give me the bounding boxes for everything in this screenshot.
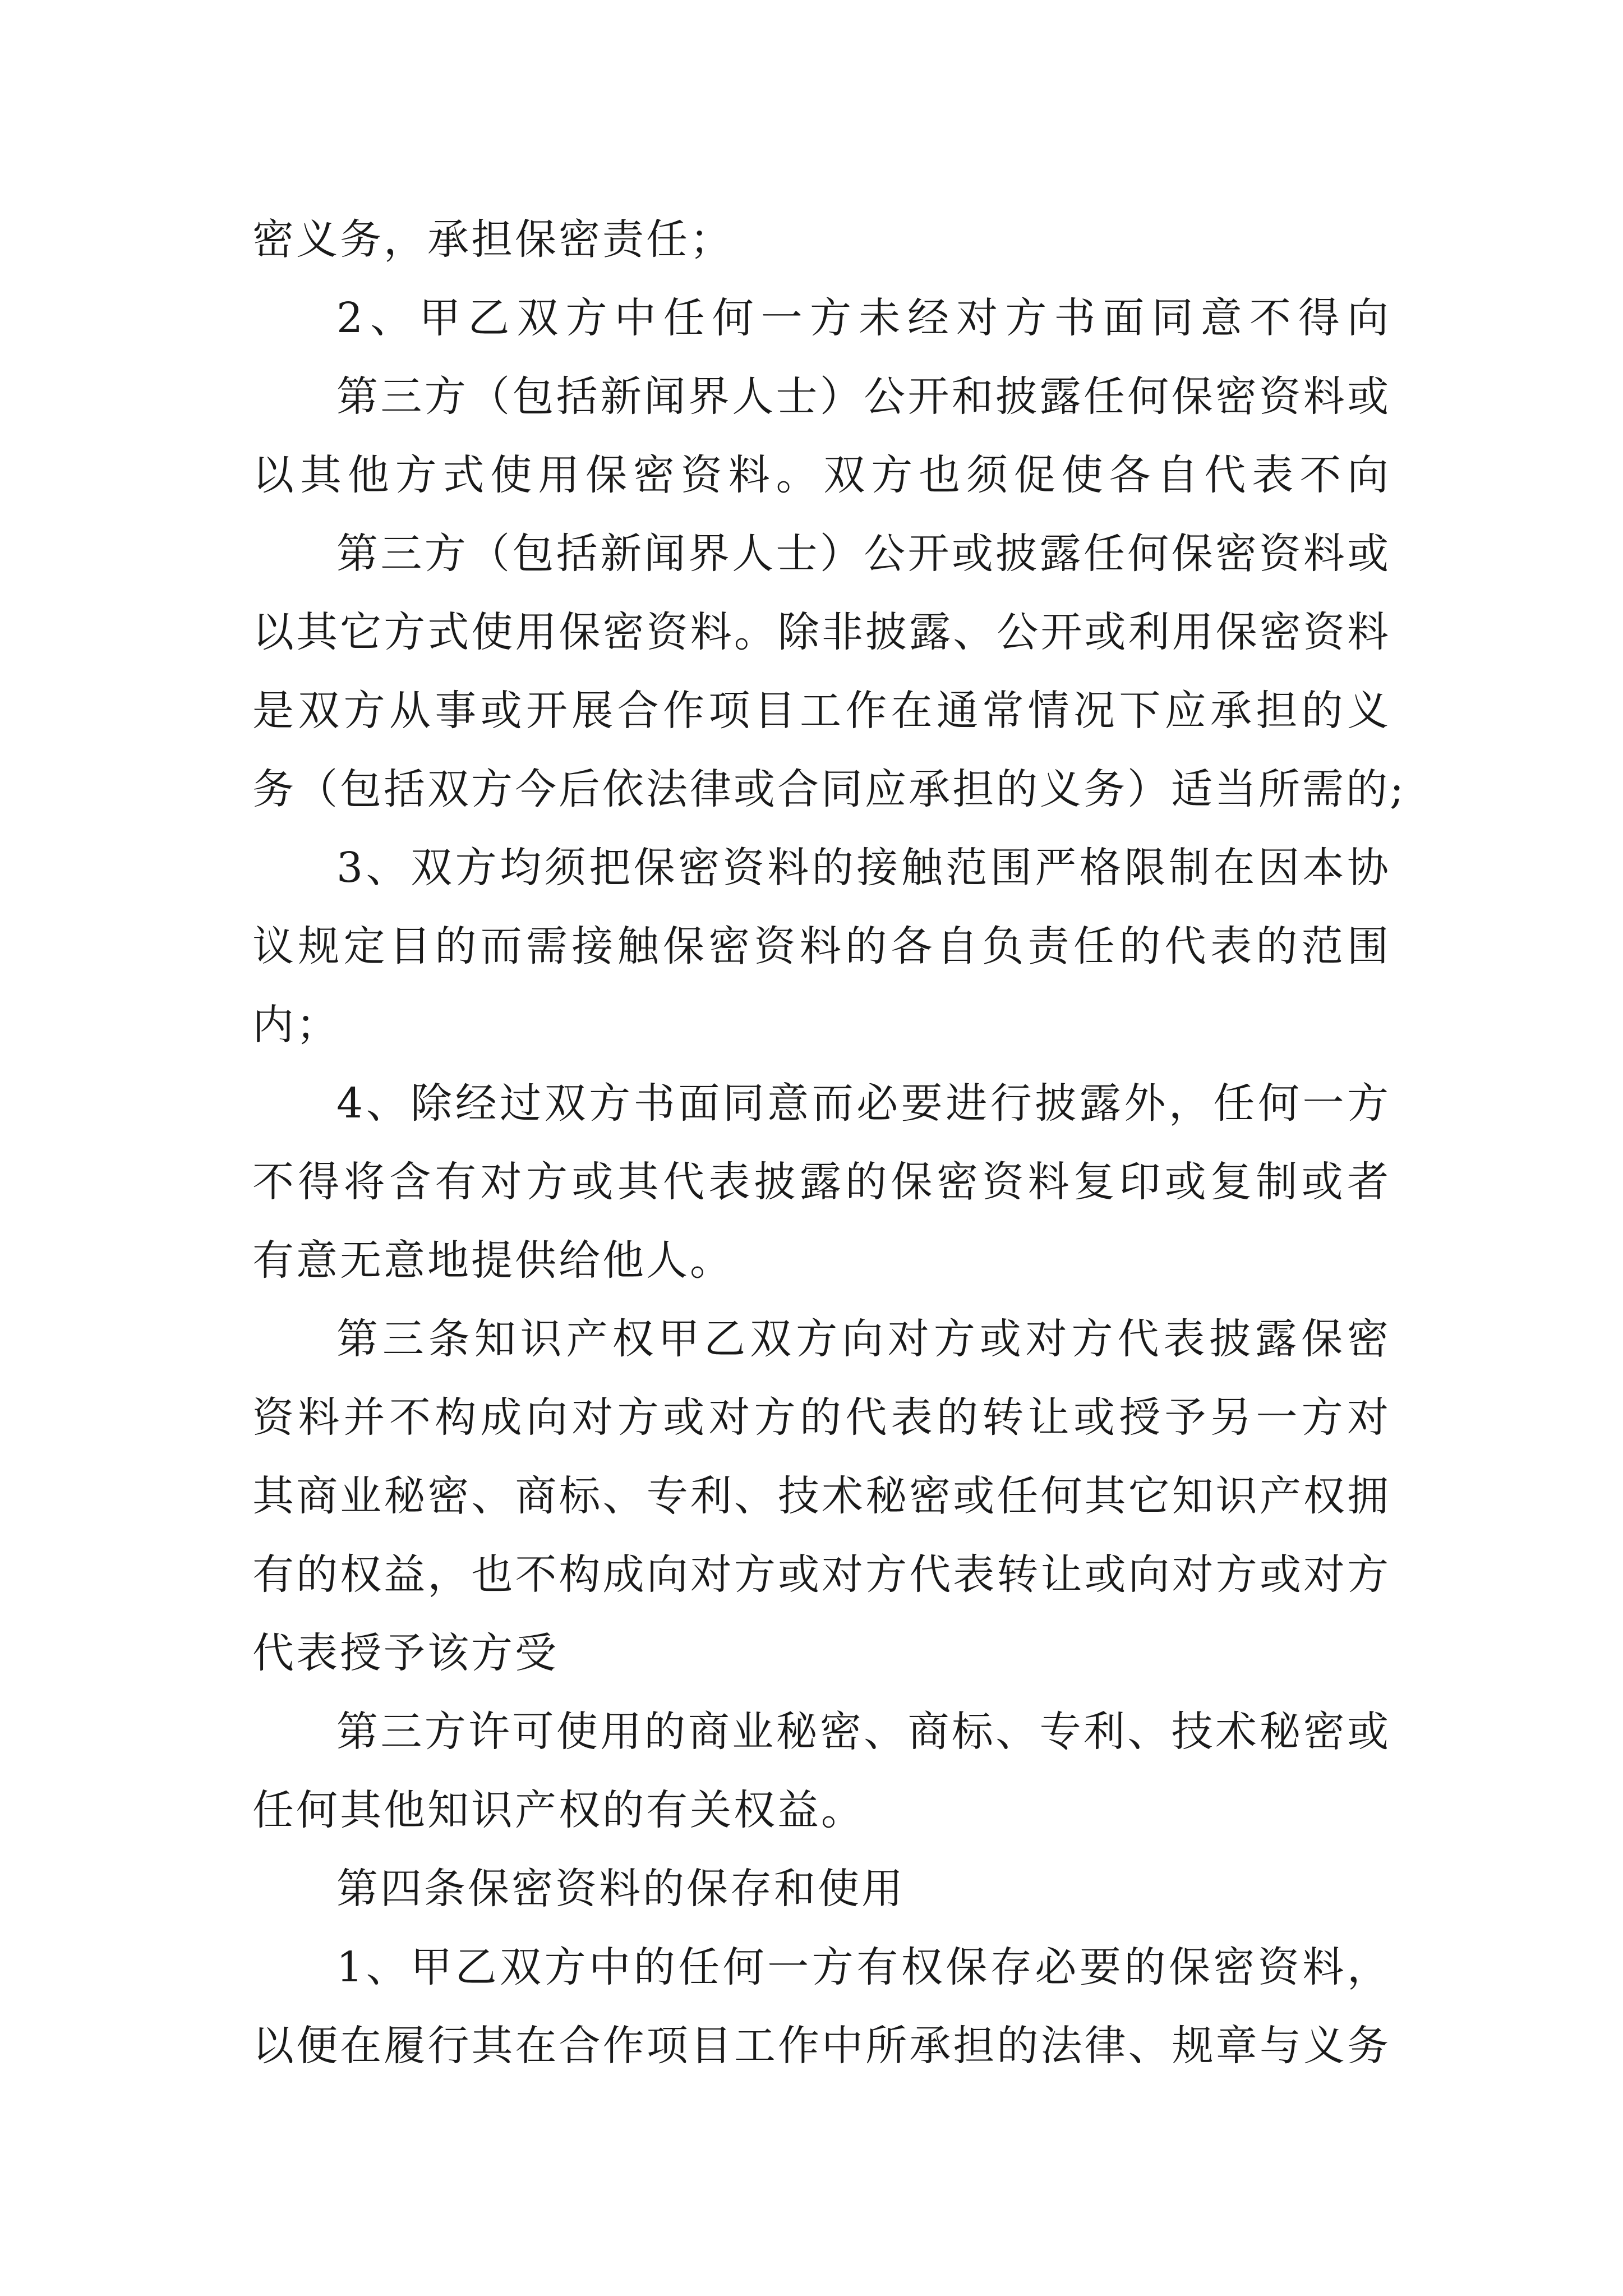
- text-line: 议规定目的而需接触保密资料的各自负责任的代表的范围: [252, 922, 1391, 970]
- text-line: 其商业秘密、商标、专利、技术秘密或任何其它知识产权拥: [252, 1472, 1391, 1520]
- text-line: 资料并不构成向对方或对方的代表的转让或授予另一方对: [252, 1393, 1391, 1442]
- section-heading: 第四条保密资料的保存和使用: [336, 1865, 905, 1913]
- text-line: 2、甲乙双方中任何一方未经对方书面同意不得向: [336, 294, 1391, 342]
- text-line: 有的权益，也不构成向对方或对方代表转让或向对方或对方: [252, 1550, 1391, 1599]
- text-line: 务（包括双方今后依法律或合同应承担的义务）适当所需的;: [252, 765, 1406, 813]
- text-line: 不得将含有对方或其代表披露的保密资料复印或复制或者: [252, 1158, 1391, 1206]
- text-line: 以其他方式使用保密资料。双方也须促使各自代表不向: [252, 451, 1391, 499]
- text-line: 内；: [252, 1001, 340, 1049]
- text-line: 1、甲乙双方中的任何一方有权保存必要的保密资料，: [336, 1943, 1391, 1991]
- text-line: 是双方从事或开展合作项目工作在通常情况下应承担的义: [252, 687, 1391, 735]
- text-line: 第三方（包括新闻界人士）公开或披露任何保密资料或: [336, 530, 1391, 578]
- text-line: 任何其他知识产权的有关权益。: [252, 1786, 865, 1834]
- text-line: 第三方许可使用的商业秘密、商标、专利、技术秘密或: [336, 1708, 1391, 1756]
- text-line: 密义务，承担保密责任；: [252, 215, 734, 264]
- text-line: 第三方（包括新闻界人士）公开和披露任何保密资料或: [336, 372, 1391, 421]
- text-line: 4、除经过双方书面同意而必要进行披露外，任何一方: [336, 1079, 1391, 1128]
- text-line: 以便在履行其在合作项目工作中所承担的法律、规章与义务: [252, 2022, 1391, 2070]
- text-line: 有意无意地提供给他人。: [252, 1236, 734, 1285]
- text-line: 代表授予该方受: [252, 1629, 559, 1677]
- text-line: 以其它方式使用保密资料。除非披露、公开或利用保密资料: [252, 608, 1391, 656]
- text-line: 第三条知识产权甲乙双方向对方或对方代表披露保密: [336, 1315, 1391, 1363]
- text-line: 3、双方均须把保密资料的接触范围严格限制在因本协: [336, 844, 1391, 892]
